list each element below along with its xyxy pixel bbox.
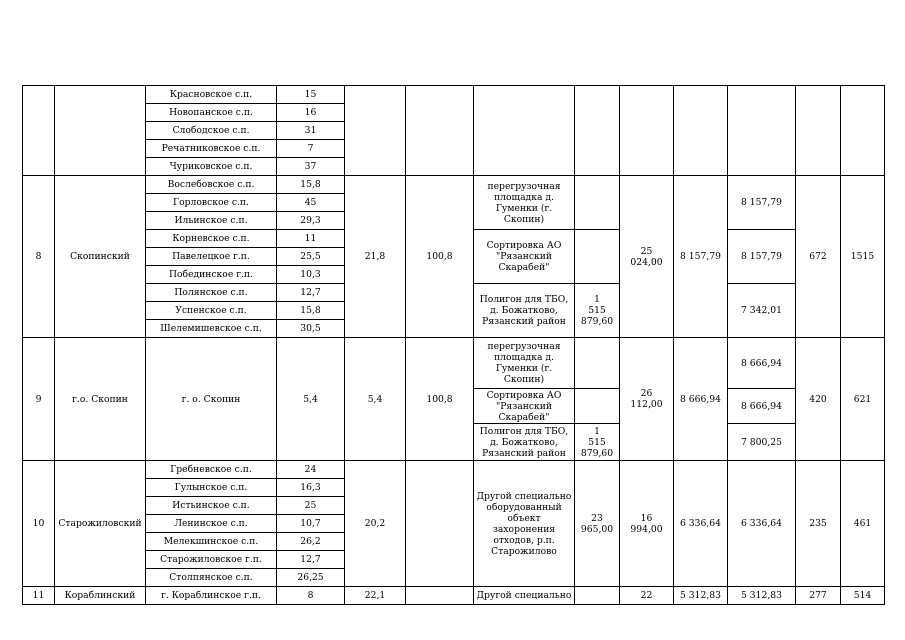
- mass-cell: 25 024,00: [620, 176, 674, 338]
- facility-cell: Другой специально оборудованный объект захоронения отходов, р.п. Старожилово: [474, 461, 575, 587]
- row-num-cell: 9: [23, 338, 55, 461]
- mass-cell: 22: [620, 587, 674, 605]
- total-cell: 8 666,94: [674, 338, 728, 461]
- percent-cell: [406, 587, 474, 605]
- capacity-cell: [575, 587, 620, 605]
- settlement-value: 10,3: [277, 266, 345, 284]
- col12-cell: 672: [796, 176, 841, 338]
- settlement-name: Гулынское с.п.: [146, 479, 277, 497]
- settlement-name: Гребневское с.п.: [146, 461, 277, 479]
- settlement-value: 16: [277, 104, 345, 122]
- settlement-value: 24: [277, 461, 345, 479]
- settlement-value: 37: [277, 158, 345, 176]
- settlement-value: 26,25: [277, 569, 345, 587]
- facility-cell: Полигон для ТБО, д. Божатково, Рязанский район: [474, 284, 575, 338]
- settlement-name: Мелекшинское с.п.: [146, 533, 277, 551]
- settlement-name: Полянское с.п.: [146, 284, 277, 302]
- settlement-name: Слободское с.п.: [146, 122, 277, 140]
- facility-cell: Другой специально: [474, 587, 575, 605]
- table-row: [23, 587, 885, 605]
- district-cell: Старожиловский: [55, 461, 146, 587]
- capacity-cell: [575, 338, 620, 389]
- settlement-name: Ленинское с.п.: [146, 515, 277, 533]
- cost-cell: 7 800,25: [728, 424, 796, 461]
- cost-cell: 8 666,94: [728, 338, 796, 389]
- total-cell: 6 336,64: [674, 461, 728, 587]
- settlement-name: Побединское г.п.: [146, 266, 277, 284]
- waste-districts-table: [22, 85, 885, 605]
- capacity-cell: 23 965,00: [575, 461, 620, 587]
- capacity-cell: [575, 230, 620, 284]
- settlement-name: Павелецкое г.п.: [146, 248, 277, 266]
- settlement-name: Новопанское с.п.: [146, 104, 277, 122]
- table-row: [23, 86, 885, 104]
- settlement-name: Столпянское с.п.: [146, 569, 277, 587]
- settlement-value: 15,8: [277, 302, 345, 320]
- settlement-value: 7: [277, 140, 345, 158]
- capacity-cell: [575, 389, 620, 424]
- settlement-value: 12,7: [277, 284, 345, 302]
- settlement-value: 11: [277, 230, 345, 248]
- district-cell: Кораблинский: [55, 587, 146, 605]
- facility-cell: Сортировка АО "Рязанский Скарабей": [474, 230, 575, 284]
- row-num-cell: 8: [23, 176, 55, 338]
- facility-cell: Сортировка АО "Рязанский Скарабей": [474, 389, 575, 424]
- settlement-name: г. о. Скопин: [146, 338, 277, 461]
- settlement-value: 12,7: [277, 551, 345, 569]
- row-num-cell: [23, 86, 55, 176]
- facility-cell: [474, 86, 575, 176]
- percent-cell: [406, 461, 474, 587]
- total-cell: 8 157,79: [674, 176, 728, 338]
- cost-cell: 8 157,79: [728, 176, 796, 230]
- settlement-name: Речатниковское с.п.: [146, 140, 277, 158]
- table-row: [23, 461, 885, 479]
- facility-cell: перегрузочная площадка д. Гуменки (г. Скопин): [474, 338, 575, 389]
- settlement-name: Истьинское с.п.: [146, 497, 277, 515]
- facility-cell: Полигон для ТБО, д. Божатково, Рязанский район: [474, 424, 575, 461]
- capacity-cell: 1 515 879,60: [575, 424, 620, 461]
- cost-cell: 5 312,83: [728, 587, 796, 605]
- settlement-value: 15: [277, 86, 345, 104]
- total-cell: 5 312,83: [674, 587, 728, 605]
- col13-cell: 461: [841, 461, 885, 587]
- table-row: [23, 176, 885, 194]
- cost-cell: 7 342,01: [728, 284, 796, 338]
- settlement-value: 25,5: [277, 248, 345, 266]
- percent-cell: 100,8: [406, 176, 474, 338]
- density-cell: [345, 86, 406, 176]
- settlement-value: 5,4: [277, 338, 345, 461]
- settlement-name: Ильинское с.п.: [146, 212, 277, 230]
- settlement-name: г. Кораблинское г.п.: [146, 587, 277, 605]
- settlement-value: 26,2: [277, 533, 345, 551]
- settlement-value: 30,5: [277, 320, 345, 338]
- settlement-name: Старожиловское г.п.: [146, 551, 277, 569]
- settlement-value: 45: [277, 194, 345, 212]
- settlement-name: Вослебовское с.п.: [146, 176, 277, 194]
- col12-cell: [796, 86, 841, 176]
- col13-cell: 514: [841, 587, 885, 605]
- facility-cell: перегрузочная площадка д. Гуменки (г. Скопин): [474, 176, 575, 230]
- total-cell: [674, 86, 728, 176]
- col12-cell: 420: [796, 338, 841, 461]
- settlement-value: 10,7: [277, 515, 345, 533]
- cost-cell: 8 157,79: [728, 230, 796, 284]
- settlement-value: 8: [277, 587, 345, 605]
- settlement-value: 25: [277, 497, 345, 515]
- density-cell: 22,1: [345, 587, 406, 605]
- district-cell: г.о. Скопин: [55, 338, 146, 461]
- settlement-value: 31: [277, 122, 345, 140]
- settlement-name: Красновское с.п.: [146, 86, 277, 104]
- mass-cell: 26 112,00: [620, 338, 674, 461]
- settlement-name: Корневское с.п.: [146, 230, 277, 248]
- col13-cell: [841, 86, 885, 176]
- settlement-name: Шелемишевское с.п.: [146, 320, 277, 338]
- settlement-name: Успенское с.п.: [146, 302, 277, 320]
- percent-cell: 100,8: [406, 338, 474, 461]
- settlement-name: Горловское с.п.: [146, 194, 277, 212]
- settlement-value: 15,8: [277, 176, 345, 194]
- density-cell: 5,4: [345, 338, 406, 461]
- capacity-cell: [575, 86, 620, 176]
- settlement-value: 29,3: [277, 212, 345, 230]
- row-num-cell: 11: [23, 587, 55, 605]
- row-num-cell: 10: [23, 461, 55, 587]
- settlement-value: 16,3: [277, 479, 345, 497]
- district-cell: [55, 86, 146, 176]
- percent-cell: [406, 86, 474, 176]
- district-cell: Скопинский: [55, 176, 146, 338]
- col12-cell: 277: [796, 587, 841, 605]
- mass-cell: 16 994,00: [620, 461, 674, 587]
- cost-cell: 8 666,94: [728, 389, 796, 424]
- col13-cell: 621: [841, 338, 885, 461]
- cost-cell: [728, 86, 796, 176]
- settlement-name: Чуриковское с.п.: [146, 158, 277, 176]
- col12-cell: 235: [796, 461, 841, 587]
- table-row: [23, 338, 885, 389]
- density-cell: 21,8: [345, 176, 406, 338]
- capacity-cell: 1 515 879,60: [575, 284, 620, 338]
- density-cell: 20,2: [345, 461, 406, 587]
- capacity-cell: [575, 176, 620, 230]
- col13-cell: 1515: [841, 176, 885, 338]
- mass-cell: [620, 86, 674, 176]
- cost-cell: 6 336,64: [728, 461, 796, 587]
